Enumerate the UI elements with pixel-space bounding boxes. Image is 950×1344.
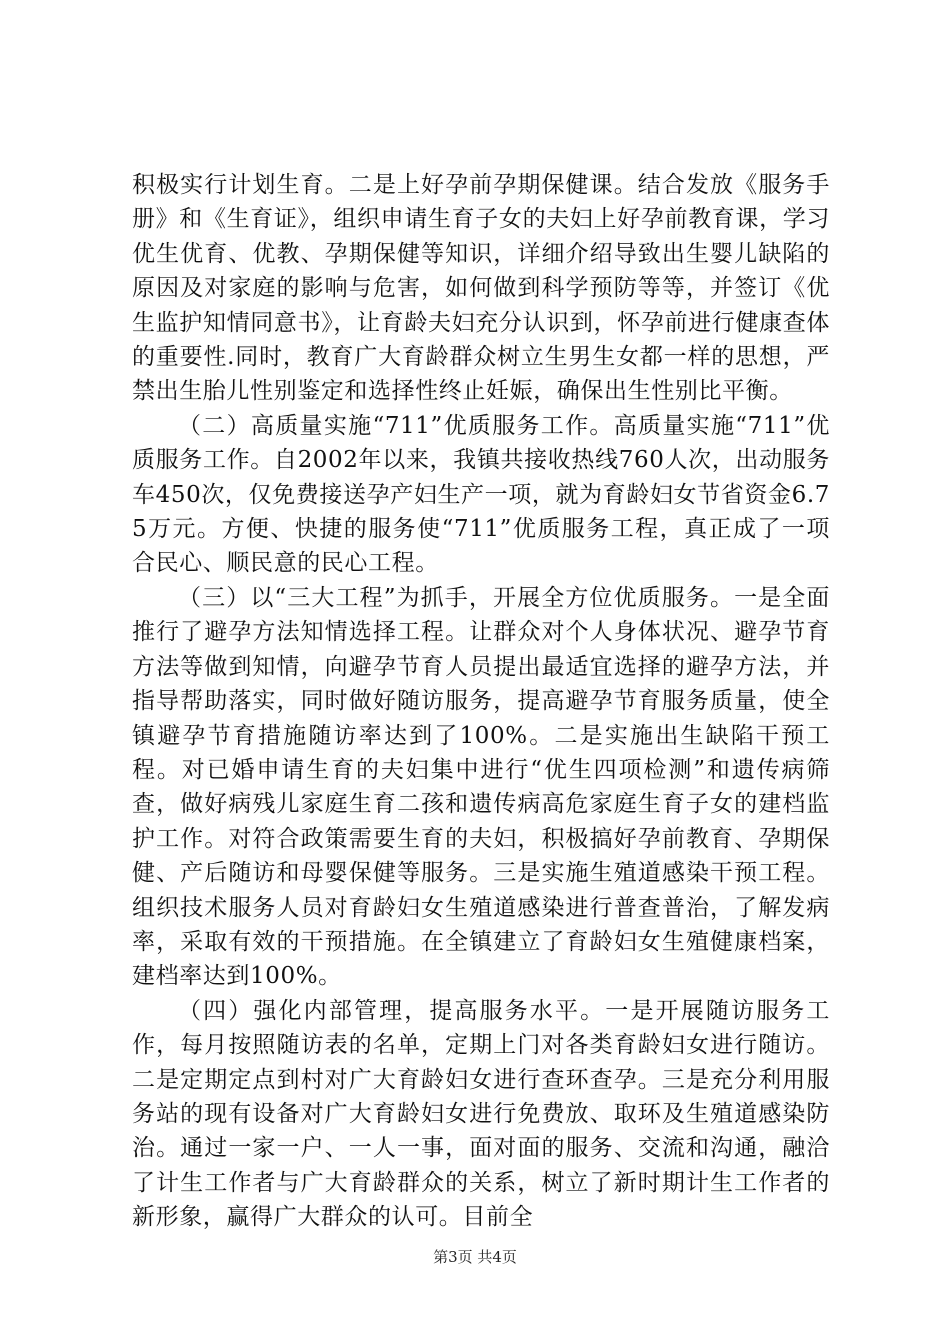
paragraph-2-section-two: （二）高质量实施“711”优质服务工作。高质量实施“711”优质服务工作。自2002年以来，我镇共接收热线760人次，出动服务车450次，仅免费接送孕产妇生产一项，就为育龄妇女节省资金6.75万元。方便、快捷的服务使“711”优质服务工程，真正成了一项合民心、顺民意的民心工程。 xyxy=(132,412,830,577)
paragraph-3-section-three: （三）以“三大工程”为抓手，开展全方位优质服务。一是全面推行了避孕方法知情选择工程。让群众对个人身体状况、避孕节育方法等做到知情，向避孕节育人员提出最适宜选择的避孕方法，并指导帮助落实，同时做好随访服务，提高避孕节育服务质量，使全镇避孕节育措施随访率达到了100%。二是实施出生缺陷干预工程。对已婚申请生育的夫妇集中进行“优生四项检测”和遗传病筛查，做好病残儿家庭生育二孩和遗传病高危家庭生育子女的建档监护工作。对符合政策需要生育的夫妇，积极搞好孕前教育、孕期保健、产后随访和母婴保健等服务。三是实施生殖道感染干预工程。组织技术服务人员对育龄妇女生殖道感染进行普查普治，了解发病率，采取有效的干预措施。在全镇建立了育龄妇女生殖健康档案，建档率达到100%。 xyxy=(132,584,830,990)
paragraph-1: 积极实行计划生育。二是上好孕前孕期保健课。结合发放《服务手册》和《生育证》，组织申请生育子女的夫妇上好孕前教育课，学习优生优育、优教、孕期保健等知识，详细介绍导致出生婴儿缺陷的原因及对家庭的影响与危害，如何做到科学预防等等，并签订《优生监护知情同意书》，让育龄夫妇充分认识到，怀孕前进行健康查体的重要性.同时，教育广大育龄群众树立生男生女都一样的思想，严禁出生胎儿性别鉴定和选择性终止妊娠，确保出生性别比平衡。 xyxy=(132,172,830,405)
page-number-label: 第3页 共4页 xyxy=(433,1248,517,1266)
paragraph-4-section-four: （四）强化内部管理，提高服务水平。一是开展随访服务工作，每月按照随访表的名单，定期上门对各类育龄妇女进行随访。二是定期定点到村对广大育龄妇女进行查环查孕。三是充分利用服务站的现有设备对广大育龄妇女进行免费放、取环及生殖道感染防治。通过一家一户、一人一事，面对面的服务、交流和沟通，融洽了计生工作者与广大育龄群众的关系，树立了新时期计生工作者的新形象，赢得广大群众的认可。目前全 xyxy=(132,997,830,1231)
page-footer xyxy=(0,1247,950,1267)
document-body xyxy=(132,168,830,1235)
